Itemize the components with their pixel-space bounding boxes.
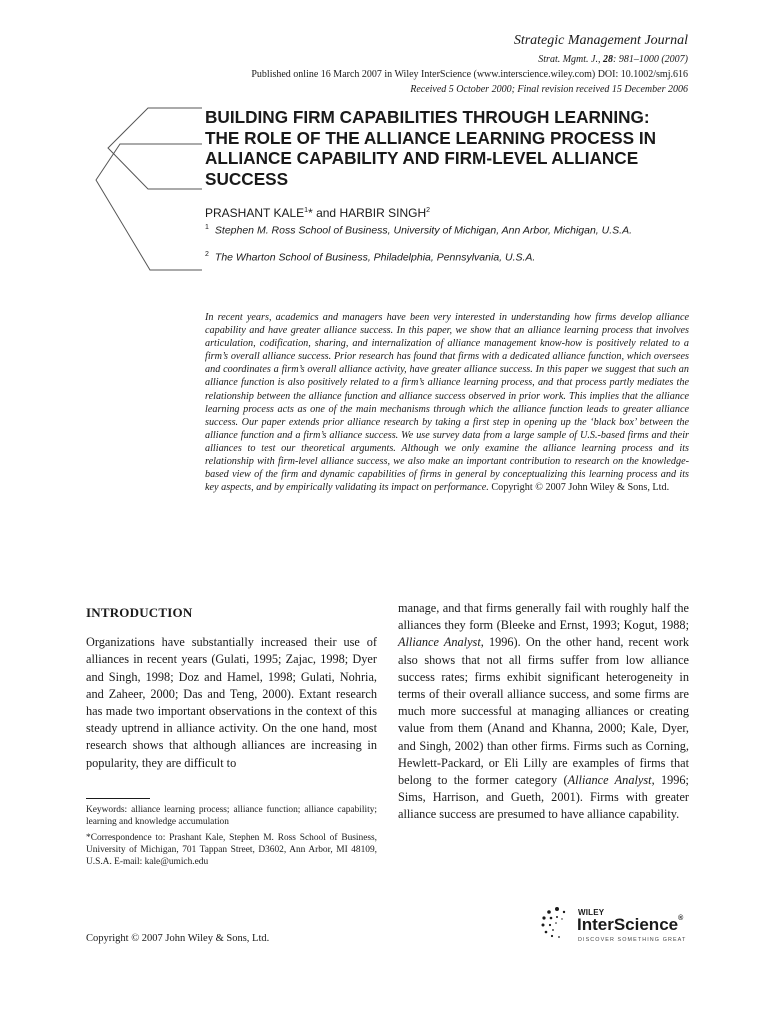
affiliation-1-text: Stephen M. Ross School of Business, University of Michigan, Ann Arbor, Michigan, U.S.A.: [214, 224, 632, 237]
footnotes: [86, 805, 377, 869]
affiliation-2-text: The Wharton School of Business, Philadelphia, Pennsylvania, U.S.A.: [214, 251, 536, 264]
right-text-italic-1: Alliance Analyst: [398, 635, 481, 650]
abstract-copyright: Copyright © 2007 John Wiley & Sons, Ltd.: [488, 482, 670, 494]
title-line-4: SUCCESS: [205, 168, 289, 189]
right-text-part-2: , 1996). On the other hand, recent work also shows that not all firms suffer from low alliance success rates; firms exhibit significant heterogeneity in terms of their overall alliance success, and some firms are much more successful at managing alliances or creating value from them (Anand and Khanna, 2000; Kale, Dyer, and Singh, 2002) than other firms. Firms such as Corning, Hewlett-Packard, or Eli Lilly are examples of firms that belong to the former category (: [398, 635, 689, 788]
received-line: Received 5 October 2000; Final revision received 15 December 2006: [410, 84, 688, 95]
title-line-3: ALLIANCE CAPABILITY AND FIRM-LEVEL ALLIANCE: [205, 148, 639, 168]
author-line: [205, 206, 430, 220]
author-1-star: *: [308, 206, 313, 220]
affiliation-2-mark: 2: [205, 251, 209, 258]
affiliation-1-mark: 1: [205, 224, 209, 231]
citation-pages: : 981–1000 (2007): [613, 54, 688, 65]
footnote-correspondence: *Correspondence to: Prashant Kale, Stephen M. Ross School of Business, University of Michigan, 701 Tappan Street, D3602, Ann Arbor, MI 48109, U.S.A. E-mail: kale@umich.edu: [86, 832, 377, 867]
logo-name: InterScience: [577, 915, 679, 934]
right-text-italic-2: Alliance Analyst: [567, 773, 652, 788]
author-2-mark: 2: [426, 207, 431, 214]
footer-copyright: Copyright © 2007 John Wiley & Sons, Ltd.: [86, 933, 270, 944]
author-1-mark: 1: [304, 207, 309, 214]
wiley-interscience-logo: [540, 906, 690, 948]
abstract: [205, 311, 689, 494]
title-line-2: THE ROLE OF THE ALLIANCE LEARNING PROCESS IN: [205, 127, 657, 148]
citation-prefix: Strat. Mgmt. J.,: [538, 54, 601, 65]
citation-volume: 28: [603, 54, 613, 65]
logo-wordmark: [577, 915, 683, 935]
intro-paragraph-right: [398, 600, 689, 824]
journal-name: Strategic Management Journal: [513, 33, 688, 48]
logo-tagline: DISCOVER SOMETHING GREAT: [578, 937, 687, 943]
author-conjunction: and: [312, 206, 340, 220]
right-text-part-3: , 1996; Sims, Harrison, and Gueth, 2001). Firms with greater alliance success are presumed to have alliance capability.: [398, 773, 689, 822]
left-column: [86, 604, 377, 772]
section-heading-introduction: INTRODUCTION: [86, 605, 193, 620]
affiliation-2: [205, 248, 695, 265]
right-text-part-1: manage, and that firms generally fail with roughly half the alliances they form (Bleeke and Ernst, 1993; Kogut, 1988;: [398, 601, 689, 633]
title-line-1: BUILDING FIRM CAPABILITIES THROUGH LEARNING:: [205, 107, 650, 127]
article-title: [205, 107, 695, 189]
logo-dots-icon: [540, 906, 574, 940]
footnote-rule: [86, 798, 150, 799]
footnote-keywords: Keywords: alliance learning process; alliance function; alliance capability; learning and knowledge accumulation: [86, 805, 377, 827]
logo-registered-mark: ®: [678, 915, 684, 922]
published-line: Published online 16 March 2007 in Wiley InterScience (www.interscience.wiley.com) DOI: 10.1002/smj.616: [251, 69, 688, 80]
decorative-chevron-lines: [0, 0, 210, 300]
logo-publisher: WILEY: [578, 908, 605, 917]
affiliation-1: [205, 221, 695, 238]
author-2-name: HARBIR SINGH: [339, 206, 427, 220]
intro-paragraph-left: Organizations have substantially increased their use of alliances in recent years (Gulati, 1995; Zajac, 1998; Dyer and Singh, 1998; Doz and Hamel, 1998; Gulati, Nohria, and Zaheer, 2000; Das and Teng, 2000). Extant research has made two important observations in the context of this steady uptrend in alliance activity. On the one hand, most research shows that although alliances are increasing in popularity, they are difficult to: [86, 635, 377, 770]
author-1-name: PRASHANT KALE: [205, 206, 305, 220]
right-column: [398, 601, 689, 824]
abstract-body: In recent years, academics and managers have been very interested in understanding how firms develop alliance capability and have greater alliance success. In this paper, we show that an alliance learning process that involves articulation, codification, sharing, and internalization of alliance management know-how is positively related to a firm’s overall alliance success. Prior research has found that firms with a dedicated alliance function, which oversees and coordinates a firm’s overall alliance activity, have greater alliance success. In this paper we suggest that such an alliance function is also positively related to a firm’s alliance learning process, and that process partly mediates the relationship between the alliance function and alliance success observed in prior work. This implies that the alliance learning process acts as one of the main mechanisms through which the alliance function leads to greater alliance success. Our paper extends prior alliance research by taking a first step in opening up the ‘black box’ between the alliance function and a firm’s alliance success. We use survey data from a large sample of U.S.-based firms and their alliances to test our theoretical arguments. Although we only examine the alliance learning process and its relationship with firm-level alliance success, we also make an important contribution to research on the knowledge-based view of the firm and dynamic capabilities of firms in general by conceptualizing this learning process and its key aspects, and by empirically validating its impact on performance.: [205, 312, 689, 494]
citation-line: [538, 54, 688, 65]
